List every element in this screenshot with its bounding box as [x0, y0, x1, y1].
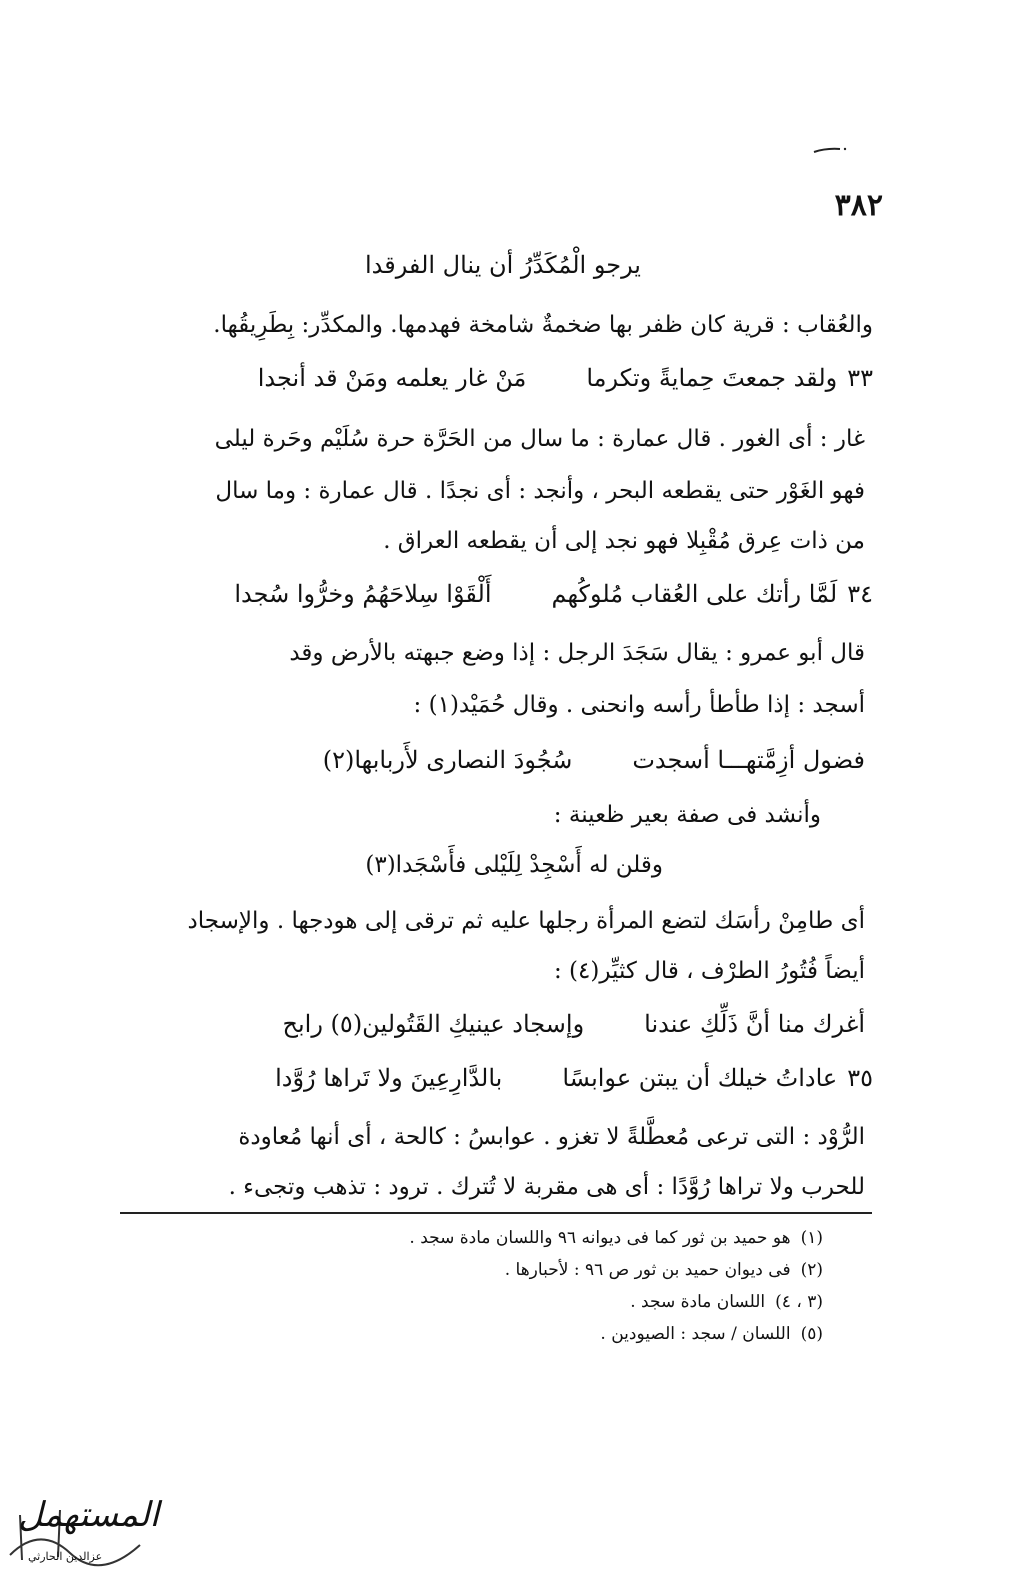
footnote-text: هو حميد بن ثور كما فى ديوانه ٩٦ واللسان مادة سجد . [409, 1228, 791, 1248]
verse-hemistich-2: بالدَّارِعِينَ ولا تَراها رُوَّدا [275, 1064, 503, 1092]
footnote-rule [120, 1212, 872, 1214]
verse-line [258, 364, 873, 392]
footnote-number: (١) [800, 1228, 823, 1248]
text-line: أسجد : إذا طأطأ رأسه وانحنى . وقال حُمَيْد(١) : [413, 692, 865, 718]
footnote [630, 1290, 823, 1314]
footnote-number: (٣ ، ٤) [775, 1292, 823, 1312]
verse-hemistich-2: وإسجاد عينيكِ القَتُولين(٥) رابح [282, 1010, 585, 1038]
footnote-number: (٢) [800, 1260, 823, 1280]
verse-number: ٣٣ [847, 364, 873, 392]
verse-hemistich-1: عاداتُ خيلك أن يبتن عوابسًا [562, 1064, 838, 1092]
logo-subtext: عزالدين الحارثي [28, 1550, 103, 1563]
page-number: ٣٨٢ [834, 188, 883, 223]
verse-number: ٣٥ [847, 1064, 873, 1092]
text-line: والعُقاب : قرية كان ظفر بها ضخمةٌ شامخة فهدمها. والمكدِّر: بِطَرِيقُها. [213, 312, 873, 338]
verse-hemistich-1: لَمَّا رأتك على العُقاب مُلوكُهم [551, 580, 838, 608]
verse-hemistich-1: ولقد جمعتَ حِمايةً وتكرما [586, 364, 838, 392]
footnote-text: اللسان / سجد : الصيودين . [600, 1324, 791, 1344]
verse-line [283, 1010, 866, 1038]
verse-hemistich-1: أغرك منا أنَّ ذَلِّكِ عندنا [644, 1010, 865, 1038]
footnote-number: (٥) [800, 1324, 823, 1344]
verse-hemistich-2: مَنْ غار يعلمه ومَنْ قد أنجدا [257, 364, 527, 392]
verse-hemistich-1: فضول أزِمَّتهـــا أسجدت [632, 746, 865, 774]
footnote [409, 1226, 823, 1250]
text-line: قال أبو عمرو : يقال سَجَدَ الرجل : إذا وضع جبهته بالأرض وقد [289, 640, 865, 666]
footnote [600, 1322, 823, 1346]
text-line: وأنشد فى صفة بعير ظعينة : [553, 802, 821, 828]
footnote-text: اللسان مادة سجد . [630, 1292, 766, 1312]
text-line: أيضاً فُتُورُ الطرْف ، قال كثيِّر(٤) : [553, 958, 865, 984]
text-line: غار : أى الغور . قال عمارة : ما سال من الحَرَّة حرة سُلَيْم وحَرة ليلى [214, 426, 865, 452]
text-line: أى طامِنْ رأسَك لتضع المرأة رجلها عليه ثم ترقى إلى هودجها . والإسجاد [187, 908, 865, 934]
verse-line [275, 1064, 873, 1092]
ink-mark [812, 146, 848, 154]
logo-text: المستهمل [18, 1495, 160, 1535]
text-line: فهو الغَوْر حتى يقطعه البحر ، وأنجد : أى نجدًا . قال عمارة : وما سال [215, 478, 865, 504]
verse-line [323, 746, 865, 774]
verse-hemistich-2: أَلْقَوْا سِلاحَهُمُ وخرُّوا سُجدا [234, 580, 492, 608]
verse-line-centered: يرجو الْمُكَدِّرُ أن ينال الفرقدا [364, 251, 641, 279]
text-line: من ذات عِرق مُقْبِلا فهو نجد إلى أن يقطعه العراق . [383, 528, 865, 554]
verse-hemistich-2: سُجُودَ النصارى لأَربابها(٢) [322, 746, 573, 774]
text-line: للحرب ولا تراها رُوَّدًا : أى هى مقربة لا تُترك . ترود : تذهب وتجىء . [228, 1174, 865, 1200]
verse-line [234, 580, 873, 608]
footnote [505, 1258, 823, 1282]
text-line: الرُّوْد : التى ترعى مُعطَّلةً لا تغزو . عوابسُ : كالحة ، أى أنها مُعاودة [238, 1124, 865, 1150]
verse-number: ٣٤ [847, 580, 873, 608]
footnote-text: فى ديوان حميد بن ثور ص ٩٦ : لأحبارها . [504, 1260, 791, 1280]
verse-line-centered: وقلن له أَسْجِدْ لِلَيْلى فأَسْجَدا(٣) [365, 852, 663, 878]
